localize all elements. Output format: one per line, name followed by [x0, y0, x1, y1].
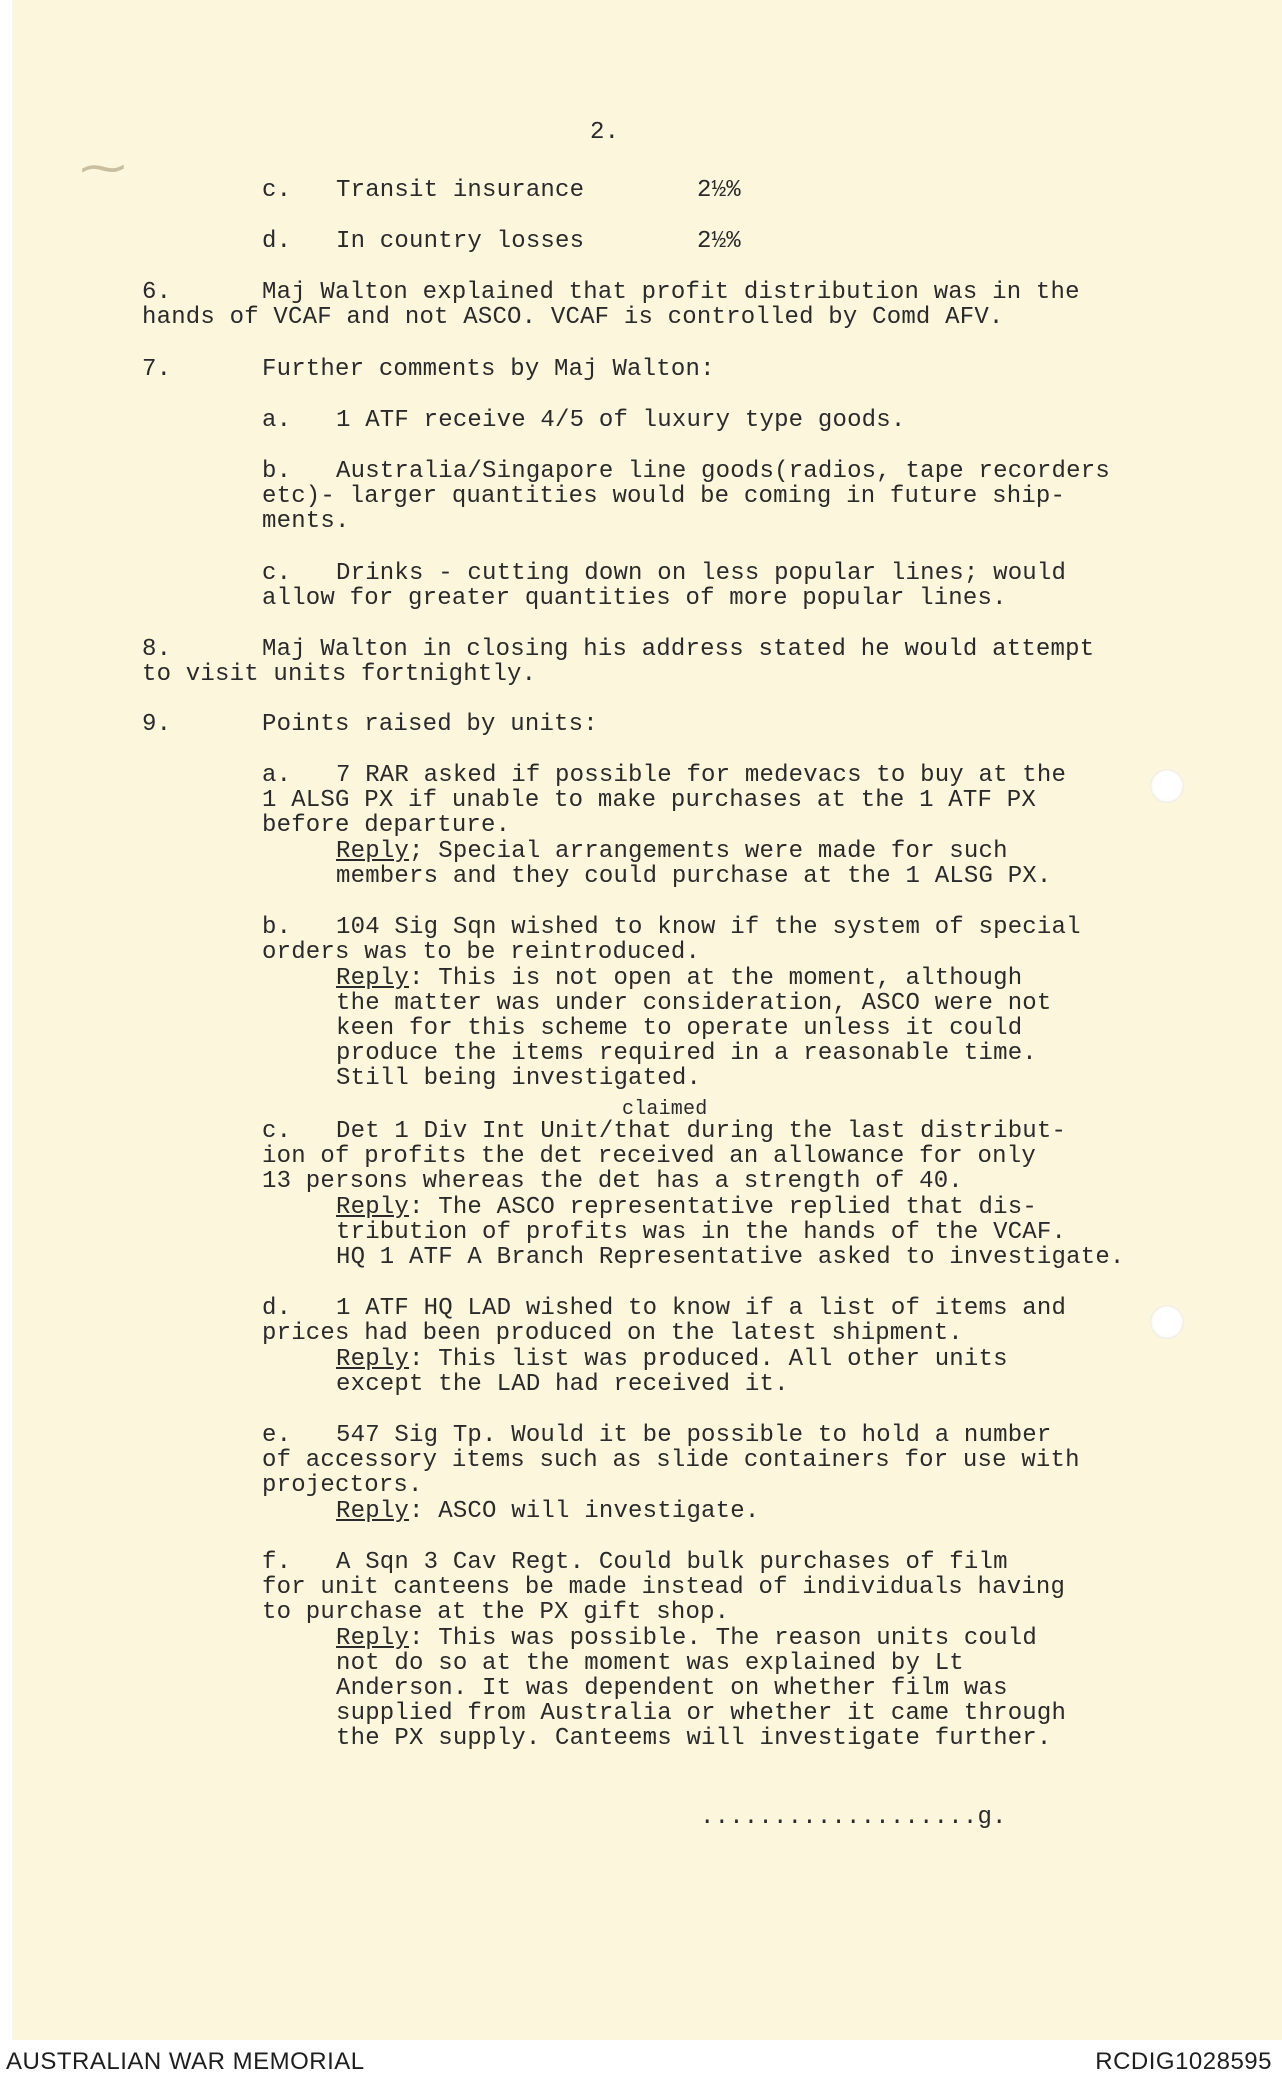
- reply-line: [336, 1195, 1037, 1221]
- item-text: 7 RAR asked if possible for medevacs to buy at the: [336, 762, 1067, 789]
- item-letter: d.: [262, 1295, 292, 1322]
- reply-label: Reply: [336, 1498, 410, 1525]
- para-number: 6.: [142, 279, 172, 306]
- reply-text: ; Special arrangements were made for such: [409, 838, 1008, 865]
- item-text: A Sqn 3 Cav Regt. Could bulk purchases of film: [336, 1549, 1008, 1576]
- reply-text: : This is not open at the moment, although: [409, 965, 1023, 992]
- item-letter: f.: [262, 1549, 292, 1576]
- para-number: 7.: [142, 356, 172, 383]
- item-text: 1 ALSG PX if unable to make purchases at the 1 ATF PX: [262, 787, 1036, 814]
- item-letter: d.: [262, 228, 292, 255]
- footer-institution: AUSTRALIAN WAR MEMORIAL: [6, 2048, 365, 2075]
- reply-text: keen for this scheme to operate unless it could: [336, 1015, 1023, 1042]
- item-value: 2½%: [697, 177, 741, 204]
- para-text: hands of VCAF and not ASCO. VCAF is controlled by Comd AFV.: [142, 304, 1004, 331]
- para-text: Maj Walton in closing his address stated he would attempt: [262, 636, 1095, 663]
- item-text: 104 Sig Sqn wished to know if the system of special: [336, 914, 1081, 941]
- reply-text: HQ 1 ATF A Branch Representative asked to investigate.: [336, 1244, 1125, 1271]
- reply-text: the matter was under consideration, ASCO were not: [336, 990, 1052, 1017]
- reply-text: : This list was produced. All other units: [409, 1346, 1008, 1373]
- reply-text: : ASCO will investigate.: [409, 1498, 760, 1525]
- reply-text: members and they could purchase at the 1 ALSG PX.: [336, 863, 1052, 890]
- footer-record-id: RCDIG1028595: [1095, 2048, 1272, 2075]
- punch-hole: [1150, 1305, 1184, 1339]
- item-text: ion of profits the det received an allowance for only: [262, 1143, 1036, 1170]
- punch-hole: [1150, 769, 1184, 803]
- reply-text: tribution of profits was in the hands of the VCAF.: [336, 1219, 1067, 1246]
- item-text: for unit canteens be made instead of individuals having: [262, 1574, 1066, 1601]
- reply-text: : This was possible. The reason units could: [409, 1625, 1037, 1652]
- para-heading: Further comments by Maj Walton:: [262, 356, 715, 383]
- reply-text: Anderson. It was dependent on whether film was: [336, 1675, 1008, 1702]
- item-letter: e.: [262, 1422, 292, 1449]
- reply-label: Reply: [336, 1346, 410, 1373]
- reply-text: : The ASCO representative replied that dis-: [409, 1194, 1037, 1221]
- item-letter: b.: [262, 914, 292, 941]
- archive-footer: [0, 2040, 1282, 2082]
- reply-label: Reply: [336, 838, 410, 865]
- item-text: to purchase at the PX gift shop.: [262, 1599, 730, 1626]
- item-text: Det 1 Div Int Unit/that during the last distribut-: [336, 1118, 1067, 1145]
- reply-line: [336, 966, 1022, 992]
- reply-line: [336, 839, 1008, 865]
- item-text: before departure.: [262, 812, 511, 839]
- item-text: allow for greater quantities of more popular lines.: [262, 585, 1007, 612]
- pencil-mark: ⁓: [80, 145, 126, 197]
- reply-label: Reply: [336, 965, 410, 992]
- reply-text: produce the items required in a reasonable time.: [336, 1040, 1037, 1067]
- reply-text: not do so at the moment was explained by Lt: [336, 1650, 964, 1677]
- item-text: Drinks - cutting down on less popular lines; would: [336, 560, 1067, 587]
- reply-line: [336, 1499, 759, 1525]
- item-text: 1 ATF receive 4/5 of luxury type goods.: [336, 407, 906, 434]
- item-letter: c.: [262, 560, 292, 587]
- para-heading: Points raised by units:: [262, 711, 598, 738]
- para-number: 9.: [142, 711, 172, 738]
- continuation-marker: ...................g.: [700, 1804, 1007, 1831]
- reply-text: supplied from Australia or whether it came through: [336, 1700, 1067, 1727]
- item-text: In country losses: [336, 228, 585, 255]
- handwritten-insert: claimed: [622, 1098, 708, 1121]
- reply-line: [336, 1347, 1008, 1373]
- para-text: to visit units fortnightly.: [142, 661, 537, 688]
- item-text: of accessory items such as slide containers for use with: [262, 1447, 1080, 1474]
- item-value: 2½%: [697, 228, 741, 255]
- item-text: projectors.: [262, 1472, 423, 1499]
- item-text: 547 Sig Tp. Would it be possible to hold a number: [336, 1422, 1052, 1449]
- page-number: 2.: [590, 119, 620, 146]
- item-letter: c.: [262, 1118, 292, 1145]
- para-number: 8.: [142, 636, 172, 663]
- item-text: etc)- larger quantities would be coming in future ship-: [262, 483, 1066, 510]
- reply-text: except the LAD had received it.: [336, 1371, 789, 1398]
- reply-text: Still being investigated.: [336, 1065, 702, 1092]
- item-text: 13 persons whereas the det has a strength of 40.: [262, 1168, 963, 1195]
- item-text: Australia/Singapore line goods(radios, tape recorders: [336, 458, 1110, 485]
- item-text: orders was to be reintroduced.: [262, 939, 701, 966]
- item-text: prices had been produced on the latest shipment.: [262, 1320, 963, 1347]
- item-letter: c.: [262, 177, 292, 204]
- item-text: 1 ATF HQ LAD wished to know if a list of items and: [336, 1295, 1067, 1322]
- reply-text: the PX supply. Canteems will investigate further.: [336, 1725, 1052, 1752]
- item-letter: a.: [262, 407, 292, 434]
- item-text: ments.: [262, 508, 350, 535]
- item-text: Transit insurance: [336, 177, 585, 204]
- item-letter: b.: [262, 458, 292, 485]
- item-letter: a.: [262, 762, 292, 789]
- reply-label: Reply: [336, 1625, 410, 1652]
- reply-line: [336, 1626, 1037, 1652]
- reply-label: Reply: [336, 1194, 410, 1221]
- para-text: Maj Walton explained that profit distribution was in the: [262, 279, 1080, 306]
